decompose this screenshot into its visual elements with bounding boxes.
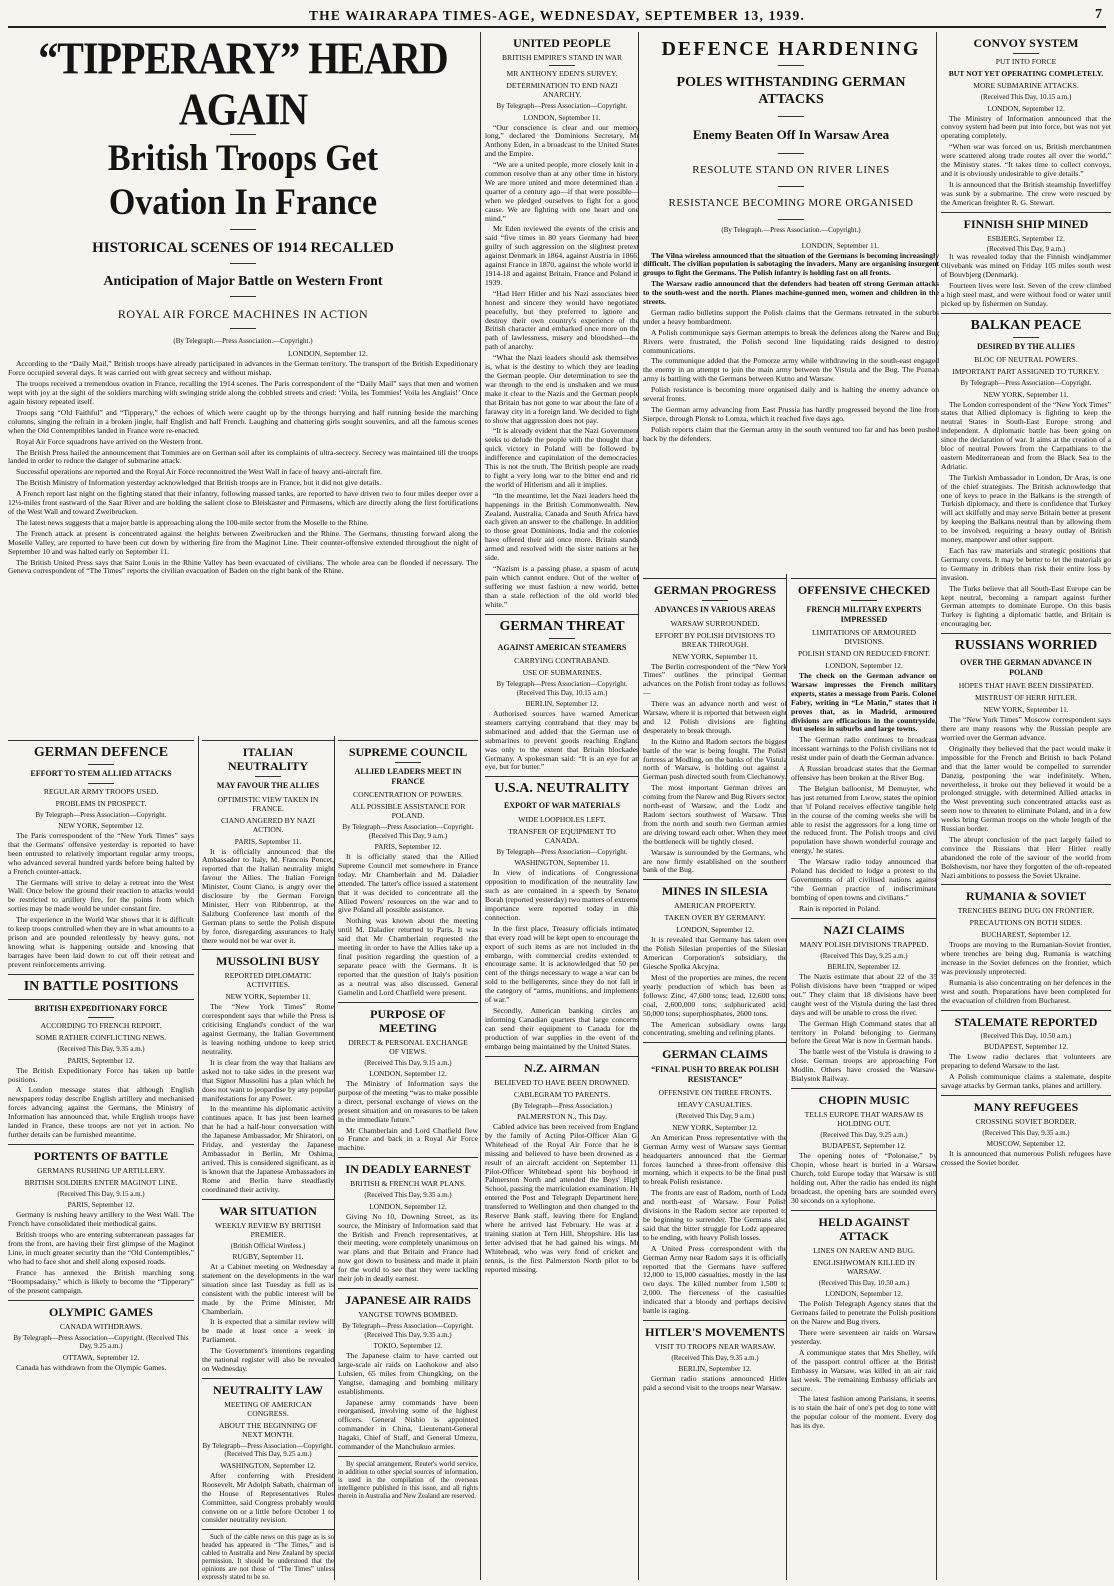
masthead-title: THE WAIRARAPA TIMES-AGE, WEDNESDAY, SEPTEMBER 13, 1939. <box>308 8 806 23</box>
supreme-dateline: PARIS, September 12. <box>374 842 442 851</box>
offensive-headline: OFFENSIVE CHECKED <box>797 583 931 597</box>
nz-airman-byline: (By Telegraph—Press Association.) <box>511 1101 613 1110</box>
neutrality-law-headline: NEUTRALITY LAW <box>213 1382 323 1397</box>
balkan-paragraph: The London correspondent of the “New York Times” states that Allied diplomacy is fighting to keep the neutral States in South-East Europe strong and independent. A diplomatic battle has been going on since the declaration of war. It aims at the creation of a bloc of neutral Powers from the Carpathians to the eastern Mediterranean and from the Black Sea to the Adriatic. <box>941 399 1111 471</box>
balkan-paragraph: Each has raw materials and strategic positions that Germany covets. It may be better to let the materials go to Germany in driblets than risk their entire loss by invasion. <box>941 546 1111 582</box>
page-number: 7 <box>1095 7 1102 22</box>
held-byline: (Received This Day, 10.50 a.m.) <box>818 1278 910 1287</box>
mines-paragraph: It is revealed that Germany has taken over the Polish Silesian properties of the Silesian American Corporation's subsidiary, the Giesche Spolka Akcyjna. <box>643 935 787 972</box>
german-threat-byline: By Telegraph—Press Association—Copyright. (Received This Day, 10.15 a.m.) <box>496 680 628 697</box>
usa-dateline: WASHINGTON, September 11. <box>514 858 610 868</box>
japanese-paragraph: Japanese army commands have been reorganised, involving some of the highest officers. General Nishio is appointed commander in China, Lieutenant-General Itagaki, Chief of Staff, and General Umezu, commander of the Manchukuo armies. <box>338 1397 478 1452</box>
defence-sub: POLES WITHSTANDING GERMAN ATTACKS <box>676 75 906 107</box>
rumania-paragraph: Troops are moving to the Rumanian-Soviet frontier, where trenches are being dug. Rumania is watching increase in the Soviet defences on the frontier, which was previously unprotected. <box>941 940 1111 977</box>
portents-sub: BRITISH SOLDIERS ENTER MAGINOT LINE. <box>24 1177 178 1187</box>
convoy-dateline: LONDON, September 12. <box>987 103 1065 113</box>
usa-paragraph: Secondly, American banking circles are informing Canadian quarters that large concerns can send their equipment to Canada for the production of war supplies in the event of the embargo being maintained by the United States. <box>485 1005 639 1051</box>
purpose-byline: (Received This Day, 9.15 a.m.) <box>364 1058 452 1067</box>
convoy-sub: PUT INTO FORCE <box>995 57 1057 66</box>
balkan-sub: DESIRED BY THE ALLIES <box>976 341 1076 351</box>
japanese-dateline: TOKIO, September 12. <box>373 1341 443 1350</box>
defence-paragraph: German radio bulletins support the Polish claims that the Germans retreated in the suburbs under a heavy bombardment. <box>643 307 939 326</box>
convoy-paragraph: “When war was forced on us, British merchantmen were scattered along trade routes all over the world,” the Ministry states. “It takes time to collect convoys, and it is obviously undesirable to give details.” <box>941 142 1111 178</box>
defence-paragraph: Polish resistance is becoming more organised daily and is halting the enemy advance on several fronts. <box>643 385 939 404</box>
balkan-paragraph: The Turkish Ambassador in London, Dr Aras, is one of the chief strategists. The British acknowledge that one of keys to peace in the Balkans is the strength of Turkish diplomacy, and there is confidence that Turkey will act skilfully and may serve Britain better at present by keeping the Balkans neutral than by allowing them to be involved, requiring a heavy outlay of British money, manpower and other support. <box>941 472 1111 545</box>
german-claims-paragraph: A United Press correspondent with the German Army near Radom says it is officially reported that the Germans have suffered 12,000 to 15,000 casualties, mostly in the last two days. The killed number from 1,500 to 2,000. The fierceness of the casualties indicated that a bloody and perhaps decisive battle is raging. <box>643 1243 787 1316</box>
held-paragraph: There were seventeen air raids on Warsaw yesterday. <box>791 1328 937 1346</box>
olympic-sub: CANADA WITHDRAWS. <box>59 1321 143 1331</box>
offensive-paragraph: The German radio continues to broadcast incessant warnings to the Polish civilians not to resist under pain of death the German advance. <box>791 735 937 763</box>
refugees-dateline: MOSCOW, September 12. <box>986 1139 1066 1149</box>
column-defence-hardening <box>638 32 939 572</box>
deadly-byline: (Received This Day, 9.35 a.m.) <box>364 1191 452 1200</box>
united-people-paragraph: “Our conscience is clear and our memory long,” declared the Dominions Secretary, Mr Anthony Eden, in a broadcast to the United States and the Empire. <box>485 122 639 159</box>
defence-sub: Enemy Beaten Off In Warsaw Area <box>692 127 890 142</box>
column-german-progress <box>638 574 787 1580</box>
german-defence-sub: PROBLEMS IN PROSPECT. <box>55 798 147 808</box>
mussolini-paragraph: It is clear from the way that Italians are asked not to take sides in the present war that Signor Mussolini has a plan which he does not want to jeopardise by any popular manifestations for any Power. <box>202 1057 334 1103</box>
offensive-dateline: LONDON, September 12. <box>825 661 903 670</box>
supreme-paragraph: Nothing was known about the meeting until M. Daladier returned to Paris. It was said that Mr Chamberlain requested the meeting in order to have the Allies take up a final position regarding the question of a separate peace with the Germans. It is reported that the question of Italy's position as a neutral was also discussed. General Gamelin and Lord Chatfield were present. <box>338 916 478 997</box>
nazi-claims-sub: MANY POLISH DIVISIONS TRAPPED. <box>799 939 929 949</box>
german-progress-paragraph: There was an advance north and west of Warsaw, where it is reported that between eight and 12 Polish divisions are fighting desperately to break through. <box>643 699 787 735</box>
purpose-paragraph: Mr Chamberlain and Lord Chatfield flew to France and back in a Royal Air Force machine. <box>338 1125 478 1153</box>
chopin-byline: (Received This Day, 9.25 a.m.) <box>820 1130 908 1139</box>
battle-positions-sub: BRITISH EXPEDITIONARY FORCE <box>34 1003 168 1013</box>
balkan-headline: BALKAN PEACE <box>970 317 1082 333</box>
italian-sub: MAY FAVOUR THE ALLIES <box>216 781 320 790</box>
neutrality-law-sub: MEETING OF AMERICAN CONGRESS. <box>224 1399 312 1418</box>
stalemate-dateline: BUDAPEST, September 12. <box>983 1042 1069 1052</box>
stalemate-paragraph: The Lwow radio declares that volunteers are preparing to defend Warsaw to the last. <box>941 1052 1111 1071</box>
usa-paragraph: In the first place, Treasury officials intimated that every road will be kept open to encourage the export of such items as are not included in the embargo, with commercial credits extended to encourage same. It is acknowledged that 50 per cent of the things necessary to wage a war can be sold to the belligerents, since they do not fall in the category of “arms, munitions, and implements of war.” <box>485 923 639 1005</box>
mines-headline: MINES IN SILESIA <box>661 884 769 899</box>
usa-paragraph: In view of indications of Congressional opposition to modification of the neutrality law, such as are contained in a speech by Senator Borah (reported yesterday) two matters of extreme importance were reported today in this connection. <box>485 868 639 922</box>
mines-paragraph: The American subsidiary owns large concentrating, smelting and refining plants. <box>643 1019 787 1038</box>
united-people-paragraph: “In the meantime, let the Nazi leaders heed the happenings in the British Commonwealth. New Zealand, Australia, Canada and South Africa have each given an answer to the challenge. In addition to those great Dominions, India and the colonies have offered their aid once more. Britain stands armed and resolved with the sister nations at her side. <box>485 490 639 563</box>
rumania-sub: PRECAUTIONS ON BOTH SIDES. <box>969 918 1083 928</box>
battle-positions-byline: (Received This Day, 9.35 a.m.) <box>57 1045 145 1054</box>
rumania-paragraph: Rumania is also concentrating on her defences in the west and south. Preparations have been completed for the evacuation of children from Bucharest. <box>941 978 1111 1005</box>
defence-sub: RESOLUTE STAND ON RIVER LINES <box>692 164 890 176</box>
hitler-sub: VISIT TO TROOPS NEAR WARSAW. <box>654 1341 776 1351</box>
nazi-claims-byline: (Received This Day, 9.25 a.m.) <box>820 951 908 960</box>
war-situation-paragraph: The Government's intentions regarding the national register will also be revealed on Wednesday. <box>202 1346 334 1373</box>
german-progress-sub: ADVANCES IN VARIOUS AREAS <box>654 605 776 614</box>
lead-paragraph: According to the “Daily Mail,” British troops have already participated in advances in the German territory. The transport of the British Expeditionary Force occupied several days. It was carried out with great secrecy and without mishap. <box>8 359 478 378</box>
held-headline: HELD AGAINST ATTACK <box>818 1214 910 1243</box>
lead-paragraph: A French report last night on the fighting stated that their infantry, following massed tanks, are reported to have driven two to four miles deeper over a 12½-miles front eastward of the Saar River and are holding the salient close to Bleiskaster and Pirmasens, which are directly along the first fortifications of the West Wall and toward Zweibrucken. <box>8 489 478 516</box>
offensive-paragraph: The check on the German advance on Warsaw impresses the French military experts, states a message from Paris. Colonel Fabry, writing in “Le Matin,” states that it proves that, as in Madrid, armoured divisions are efficacious in the countryside, but useless in suburbs and large towns. <box>791 671 937 734</box>
united-people-paragraph: “It is already evident that the Nazi Government seeks to delude the people with the thought that a quick victory in Poland will be followed by indifference and capitulation of the democracies. This is not the truth. The British people are ready to fight a very long war to the bitter end and rid the world of Hitlerism and all it implies. <box>485 426 639 489</box>
chopin-dateline: BUDAPEST, September 12. <box>821 1141 907 1151</box>
lead-byline: (By Telegraph.—Press Association.—Copyright.) <box>173 337 313 345</box>
german-claims-sub: HEAVY CASUALTIES. <box>677 1100 753 1110</box>
lead-deck-3: ROYAL AIR FORCE MACHINES IN ACTION <box>117 307 369 321</box>
italian-sub: CIANO ANGERED BY NAZI ACTION. <box>220 815 315 834</box>
german-progress-dateline: NEW YORK, September 11. <box>672 651 758 661</box>
defence-paragraph: The communique added that the Pomorze army while withdrawing in the south-east engaged the enemy in an attempt to join the main army between the Vistula and the Bug. The Poznan army is battling with the Germans between Kutno and Warsaw. <box>643 356 939 384</box>
russians-dateline: NEW YORK, September 11. <box>983 705 1069 715</box>
war-situation-byline: (British Official Wireless.) <box>230 1241 306 1250</box>
german-defence-paragraph: The experience in the World War shows that it is difficult to keep troops controlled when they are in what amounts to a prison and are pounded relentlessly by heavy guns, not knowing what is happening outside and knowing that barrages have been laid down to cut off their retreat and prevent reinforcements arriving. <box>8 915 194 969</box>
lead-paragraph: Troops sang “Old Faithful” and “Tipperary,” the echoes of which were caught up by the throngs hurrying and half running beside the marching columns, singing the refrain in a broken jingle, half English and half French. Laughing and chattering girls sought souvenirs, and all the famous scenes when the Old Contemptibles landed in France were re-enacted. <box>8 407 478 435</box>
german-progress-paragraph: The most important German drives are coming from the Narew and Bug Rivers sector, north-east of Warsaw, and the Lodz and Radom sectors southwest of Warsaw. Thus from the north and south two German armies are driving toward each other. When they meet the bottleneck will be tightly closed. <box>643 783 787 846</box>
finnish-paragraph: It was revealed today that the Finnish windjammer Olivebank was mined on Friday 105 miles south west of Bouvbjerg (Denmark). <box>941 252 1111 279</box>
war-situation-sub: WEEKLY REVIEW BY BRITISH PREMIER. <box>215 1220 321 1239</box>
finnish-byline: (Received This Day, 9 a.m.) <box>986 244 1066 253</box>
held-dateline: LONDON, September 12. <box>825 1289 903 1299</box>
balkan-byline: By Telegraph—Press Association—Copyright. <box>960 379 1092 387</box>
portents-paragraph: Germany is rushing heavy artillery to the West Wall. The French have consolidated their methodical gains. <box>8 1210 194 1229</box>
united-people-paragraph: “Had Herr Hitler and his Nazi associates been honest and sincere they would have negotiated peacefully, but they preferred to ignore and destroy their own country's experience of the British character and embarked once more on the path of lawlessness, misery and bloodshed—the path of anarchy. <box>485 288 639 352</box>
japanese-headline: JAPANESE AIR RAIDS <box>345 1293 471 1307</box>
mines-dateline: LONDON, September 12. <box>676 925 754 935</box>
held-paragraph: The Polish Telegraph Agency states that the Germans failed to penetrate the Polish positions on the Narew and Bug rivers. <box>791 1299 937 1327</box>
russians-sub: HOPES THAT HAVE BEEN DISSIPATED. <box>958 681 1094 691</box>
russians-paragraph: Originally they believed that the pact would make it impossible for the French and British to back Poland and that the latter would be compelled to surrender Danzig, postponing the war indefinitely. When, nevertheless, it broke out they believed it would be a prolonged struggle, with determined Allied attacks in the West preventing such concentrated attacks east as seem now to threaten to eliminate Poland, and in a few weeks bring German troops on the whole length of the Russian border. <box>941 743 1111 834</box>
column-united-people <box>480 32 639 1580</box>
held-sub: ENGLISHWOMAN KILLED IN WARSAW. <box>812 1257 916 1276</box>
refugees-paragraph: It is announced that numerous Polish refugees have crossed the Soviet border. <box>941 1149 1111 1168</box>
offensive-paragraph: The Warsaw radio today announced that Poland has decided to lodge a protest to the Governments of all civilised nations against “the German practice of indiscriminate bombing of open towns and civilians.” <box>791 857 937 902</box>
deadly-headline: IN DEADLY EARNEST <box>345 1162 471 1177</box>
balkan-paragraph: The Turks believe that all South-East Europe can be kept neutral, becoming a rampart against further German attempts to dominate Europe. On this basis Turkey is fighting a diplomatic battle, and Britain is encouraging her. <box>941 583 1111 629</box>
finnish-paragraph: Fourteen lives were lost. Seven of the crew climbed a high steel mast, and were without food or water until picked up by fishermen on Sunday. <box>941 280 1111 308</box>
portents-sub: GERMANS RUSHING UP ARTILLERY. <box>37 1165 165 1175</box>
held-paragraph: The latest fashion among Parisians, it seems, is to stain the hair of one's pet dog to tone with the popular colour of the moment. Every dog has its dye. <box>791 1394 937 1431</box>
lead-headline: “TIPPERARY” HEARD AGAIN <box>38 32 448 135</box>
german-progress-paragraph: The Berlin correspondent of the “New York Times” outlines the principal German advances on the Polish front today as follows:— <box>643 661 787 698</box>
chopin-paragraph: The opening notes of “Polonaise,” by Chopin, whose heart is buried in a Warsaw Church, told Europe today that Warsaw is still holding out. After the radio has ended its night broadcast, the opening bars are sounded every 30 seconds on a xylophone. <box>791 1151 937 1205</box>
hitler-byline: (Received This Day, 9.35 a.m.) <box>671 1353 759 1362</box>
deadly-sub: BRITISH & FRENCH WAR PLANS. <box>350 1179 466 1189</box>
stalemate-headline: STALEMATE REPORTED <box>954 1014 1098 1029</box>
olympic-byline: By Telegraph—Press Association—Copyright. (Received This Day, 9.25 a.m.) <box>13 1333 189 1350</box>
defence-headline: DEFENCE HARDENING <box>661 38 921 60</box>
portents-dateline: PARIS, September 12. <box>67 1200 135 1210</box>
war-situation-paragraph: It is expected that a similar review will be made at least once a week in Parliament. <box>202 1317 334 1345</box>
lead-story <box>8 32 478 732</box>
united-people-sub: DETERMINATION TO END NAZI ANARCHY. <box>506 81 618 99</box>
german-defence-sub: REGULAR ARMY TROOPS USED. <box>43 786 159 796</box>
column-convoy <box>936 32 1111 1580</box>
defence-paragraph: The German army advancing from East Prussia has hardly progressed beyond the line from Sierpce, through Plonsk to Lomza, which it reached five days ago. <box>643 405 939 423</box>
purpose-sub: DIRECT & PERSONAL EXCHANGE OF VIEWS. <box>348 1037 468 1056</box>
battle-positions-sub: ACCORDING TO FRENCH REPORT. <box>40 1021 162 1031</box>
rumania-sub: TRENCHES BEING DUG ON FRONTIER. <box>957 906 1095 916</box>
mines-paragraph: Most of the properties are mines, the recent yearly production of which has been as follows: Zinc, 47,600 tons; lead, 12,600 tons; coal, 2,600,000 tons; sulphuricated acid, 50,000 tons; superphosphates, 2600 tons. <box>643 972 787 1018</box>
portents-headline: PORTENTS OF BATTLE <box>33 1148 169 1163</box>
german-progress-headline: GERMAN PROGRESS <box>653 583 777 597</box>
lead-dateline: LONDON, September 12. <box>288 348 368 358</box>
portents-paragraph: British troops who are entering subterranean passages far from the front, are having their first glimpse of the Maginot Line, in much greater security than the “Old Contemptibles,” who had to face shot and shell along exposed roads. <box>8 1230 194 1266</box>
german-progress-paragraph: Warsaw is surrounded by the Germans, who are now firmly established on the southern bank of the Bug. <box>643 847 787 875</box>
lead-paragraph: The French attack at present is concentrated against the heights between Zweibrucken and the Rhine. The Germans, thrusting forward along the Moselle Valley, are reported to have been cut down by withering fire from the Maginot Line. Their counter-offensive extended throughout the night of September 10 and was halted early on September 11. <box>8 528 478 556</box>
column-offensive-checked <box>786 574 937 1580</box>
japanese-paragraph: The Japanese claim to have carried out large-scale air raids on Laohokow and also Luhsien, 65 miles from Chungking, on the Yangtse, damaging and bombing military establishments. <box>338 1351 478 1396</box>
mussolini-paragraph: The “New York Times” Rome correspondent says that while the Press is criticising England's conduct of the war against Germany, the Italian Government is leaving nothing undone to keep strict neutrality. <box>202 1002 334 1056</box>
defence-byline: (By Telegraph.—Press Association.—Copyright.) <box>721 226 861 234</box>
german-defence-headline: GERMAN DEFENCE <box>33 745 169 760</box>
refugees-headline: MANY REFUGEES <box>973 1099 1079 1114</box>
balkan-sub: BLOC OF NEUTRAL POWERS. <box>974 355 1078 364</box>
mussolini-headline: MUSSOLINI BUSY <box>216 954 320 969</box>
lead-deck-1: HISTORICAL SCENES OF 1914 RECALLED <box>92 240 394 256</box>
stalemate-byline: (Received This Day, 10.50 a.m.) <box>980 1031 1072 1040</box>
lead-paragraph: The British United Press says that Saint Louis in the Rhine Valley has been evacuated of civilians. The whole area can be flooded if necessary. The Geneva correspondent of “The Times” reports the civilian evacuation of Baden on the right bank of the Rhine. <box>8 557 478 576</box>
finnish-dateline: ESBJERG, September 12. <box>987 233 1065 243</box>
supreme-paragraph: It is officially stated that the Allied Supreme Council met somewhere in France today. Mr Chamberlain and M. Daladier attended. The latter's office issued a statement that it was decided to concentrate all the Allied Powers' resources on the war and to give Poland all possible assistance. <box>338 852 478 915</box>
supreme-byline: By Telegraph—Press Association—Copyright. (Received This Day, 9 a.m.) <box>342 823 474 840</box>
defence-paragraph: A Polish communique says German attempts to break the defences along the Narew and Bug Rivers were frustrated, the Polish second line liquidating raids designed to destroy communications. <box>643 327 939 355</box>
german-claims-paragraph: An American Press representative with the German Army west of Warsaw says German headquarters announced that the German forces launched a three-front offensive this morning, which it expects to be the final push to break Polish resistance. <box>643 1132 787 1187</box>
russians-headline: RUSSIANS WORRIED <box>954 638 1098 654</box>
neutrality-law-byline: By Telegraph—Press Association—Copyright. (Received This Day, 9.25 a.m.) <box>202 1441 334 1459</box>
lead-paragraph: The British Ministry of Information yesterday acknowledged that British troops are in France, but it did not give details. <box>16 478 382 488</box>
usa-headline: U.S.A. NEUTRALITY <box>494 781 630 797</box>
defence-paragraph: The Vilna wireless announced that the situation of the Germans is becoming increasingly difficult. The civilian population is sabotaging the invaders. Many are organising insurgent groups to fight the Germans. The Polish infantry is holding fast on all fronts. <box>643 250 939 278</box>
battle-positions-paragraph: A London message states that although English newspapers today describe English artillery and mechanised forces advancing against the Germans, the Ministry of Information has announced that, while English troops have landed in France, these troops are not yet in action. No further details can be furnished meantime. <box>8 1085 194 1139</box>
united-people-sub: BRITISH EMPIRE'S STAND IN WAR <box>501 53 623 62</box>
usa-sub: WIDE LOOPHOLES LEFT. <box>518 814 606 824</box>
usa-sub: TRANSFER OF EQUIPMENT TO CANADA. <box>508 826 616 845</box>
german-claims-sub: OFFENSIVE ON THREE FRONTS. <box>658 1088 772 1098</box>
column-supreme <box>334 736 478 1580</box>
purpose-headline: PURPOSE OF MEETING <box>370 1006 446 1035</box>
battle-positions-sub: SOME RATHER CONFLICTING NEWS. <box>35 1033 167 1043</box>
offensive-paragraph: Rain is reported in Poland. <box>799 903 881 913</box>
held-sub: LINES ON NAREW AND BUG. <box>813 1245 915 1255</box>
offensive-sub: POLISH STAND ON REDUCED FRONT. <box>798 649 930 658</box>
german-claims-byline: (Received This Day, 9 a.m.) <box>675 1112 755 1121</box>
rumania-headline: RUMANIA & SOVIET <box>965 889 1086 904</box>
convoy-paragraph: The Ministry of Information announced that the convoy system had been put into force, but was not yet operating completely. <box>941 113 1111 141</box>
battle-positions-headline: IN BATTLE POSITIONS <box>23 978 179 994</box>
russians-paragraph: The abrupt conclusion of the pact largely failed to convince the Russians that Herr Hitler really abandoned the role of the saviour of the world from Bolshevism, nor have they forgotten of the oft-repeated Nazi ambitions to possess the Soviet Ukraine. <box>941 834 1111 880</box>
nz-airman-sub: CABLEGRAM TO PARENTS. <box>513 1089 611 1099</box>
supreme-sub: CONCENTRATION OF POWERS. <box>353 790 463 799</box>
cable-note: Such of the cable news on this page as is so headed has appeared in “The Times,” and is cabled to Australia and New Zealand by special permission. It should be understood that the opinions are not those of “The Times” unless expressly stated to be so. <box>202 1534 334 1580</box>
german-defence-paragraph: The Germans will strive to delay a retreat into the West Wall. Once below the ground their reaction to attacks would be restricted to artillery fire, for the points from which sorties may be made would be under constant fire. <box>8 877 194 914</box>
nz-airman-headline: N.Z. AIRMAN <box>524 1060 600 1075</box>
united-people-sub: MR ANTHONY EDEN'S SURVEY. <box>506 69 618 78</box>
balkan-sub: IMPORTANT PART ASSIGNED TO TURKEY. <box>952 367 1100 376</box>
convoy-headline: CONVOY SYSTEM <box>973 36 1079 50</box>
german-progress-sub: WARSAW SURROUNDED. <box>670 618 760 628</box>
german-defence-byline: By Telegraph—Press Association—Copyright. <box>35 810 167 819</box>
reuter-note: By special arrangement, Reuter's world service, in addition to other special sources of information, is used in the compilation of the overseas intelligence published in this issue, and all rights therein in Australia and New Zealand are reserved. <box>338 1460 478 1500</box>
chopin-headline: CHOPIN MUSIC <box>818 1092 910 1107</box>
lead-paragraph: The British Press hailed the announcement that Tommies are on German soil after its complaints of ultra-secrecy. Secrecy was maintained till the troops landed in order to reduce the danger of submarine attack. <box>8 447 478 466</box>
united-people-headline: UNITED PEOPLE <box>513 36 611 50</box>
battle-positions-paragraph: The British Expeditionary Force has taken up battle positions. <box>8 1065 194 1084</box>
defence-paragraph: Polish reports claim that the German army in the south ventured too far and has been pushed back by the defenders. <box>643 424 939 443</box>
italian-headline: ITALIAN NEUTRALITY <box>227 745 308 773</box>
defence-paragraph: The Warsaw radio announced that the defenders had beaten off strong German attacks to the south-west and the north. Planes machine-gunned men, women and children in the streets. <box>643 279 939 307</box>
lead-paragraph: Successful operations are reported and the Royal Air Force reconnoitred the West Wall in face of heavy anti-aircraft fire. <box>16 467 383 477</box>
german-threat-sub: AGAINST AMERICAN STEAMERS <box>497 642 627 652</box>
lead-paragraph: The troops received a tremendous ovation in France, recalling the 1914 scenes. The Paris correspondent of the “Daily Mail” says that men and women wept with joy at the sight of the soldiers marching with swinging stride along the cobbled streets and cried: ‘Voila, les Tommies! Voila les Anglais!’ Once again history repeated itself. <box>8 379 478 407</box>
supreme-sub: ALLIED LEADERS MEET IN FRANCE <box>354 767 462 786</box>
column-german-defence <box>8 736 194 1580</box>
deadly-dateline: LONDON, September 12. <box>369 1201 447 1211</box>
united-people-paragraph: “We are a united people, more closely knit in a common resolve than at any other time in history. We are more united and more determined than a quarter of a century ago—if that were possible—when we pledged ourselves to fight for a good cause. We are fighting with one heart and one mind.” <box>485 160 639 223</box>
german-threat-dateline: BERLIN, September 12. <box>525 699 599 709</box>
masthead <box>8 4 1106 28</box>
nz-airman-dateline: PALMERSTON N., This Day. <box>517 1112 607 1121</box>
stalemate-paragraph: A Polish communique claims a stalemate, despite savage attacks by German tanks, planes and artillery. <box>941 1072 1111 1091</box>
olympic-paragraph: Canada has withdrawn from the Olympic Games. <box>16 1362 167 1372</box>
balkan-dateline: NEW YORK, September 11. <box>983 389 1069 399</box>
refugees-byline: (Received This Day, 9.35 a.m.) <box>982 1128 1070 1137</box>
hitler-paragraph: German radio stations announced Hitler paid a second visit to the troops near Warsaw. <box>643 1374 787 1393</box>
refugees-sub: CROSSING SOVIET BORDER. <box>975 1116 1077 1126</box>
russians-sub: OVER THE GERMAN ADVANCE IN POLAND <box>960 658 1092 677</box>
mines-sub: TAKEN OVER BY GERMANY. <box>664 913 766 923</box>
hitler-headline: HITLER'S MOVEMENTS <box>645 1324 785 1339</box>
german-threat-sub: USE OF SUBMARINES. <box>522 668 602 678</box>
convoy-sub: BUT NOT YET OPERATING COMPLETELY. <box>948 69 1104 78</box>
supreme-headline: SUPREME COUNCIL <box>348 745 468 759</box>
convoy-byline: (Received This Day, 10.15 a.m.) <box>980 93 1072 101</box>
olympic-headline: OLYMPIC GAMES <box>49 1304 153 1319</box>
purpose-dateline: LONDON, September 12. <box>369 1069 447 1078</box>
united-people-paragraph: “What the Nazi leaders should ask themselves is, what is the destiny to which they are leading the German people. Our determination to see the war through to the end is unshaken and we must make it clear to the Nazis and the German people that Britain has not gone to war about the fate of a faraway city in a foreign land. We decided to fight to show that aggression does not pay. <box>485 353 639 425</box>
lead-paragraph: The latest news suggests that a major battle is approaching along the 100-mile sector from the Moselle to the Rhine. <box>16 517 369 527</box>
nazi-claims-paragraph: The Nazis estimate that about 22 of the 35 Polish divisions have been “trapped or wiped out.” They claim that 18 divisions have been caught west of the Vistula during the last three days and will be unable to cross the river. <box>791 972 937 1017</box>
offensive-paragraph: A Russian broadcast states that the German offensive has been broken at the River Bug. <box>791 764 937 782</box>
russians-sub: MISTRUST OF HERR HITLER. <box>975 693 1077 703</box>
held-paragraph: A communique states that Mrs Shelley, wife of the passport control officer at the British Embassy in Warsaw, was killed in an air raid last week. The remaining Embassy officials are secure. <box>791 1347 937 1393</box>
chopin-sub: TELLS EUROPE THAT WARSAW IS HOLDING OUT. <box>804 1109 924 1128</box>
mines-sub: AMERICAN PROPERTY. <box>674 901 756 911</box>
mussolini-dateline: NEW YORK, September 11. <box>225 992 311 1002</box>
hitler-dateline: BERLIN, September 12. <box>678 1364 752 1374</box>
convoy-paragraph: It is announced that the British steamship Inverliffey was sunk by a submarine. The crew were rescued by the American freighter R. G. Stewart. <box>941 179 1111 207</box>
german-threat-headline: GERMAN THREAT <box>499 618 625 634</box>
finnish-headline: FINNISH SHIP MINED <box>963 216 1089 231</box>
war-situation-dateline: RUGBY, September 11. <box>232 1252 304 1261</box>
nz-airman-paragraph: Cabled advice has been received from England by the family of Acting Pilot-Officer Alan G. Whitehead of the Royal Air Force that he is missing and believed to have been drowned as a result of an aircraft accident on September 11. Pilot-Officer Whitehead spent his boyhood in Palmerston North and attended the Boys' High School, passing the matriculation examination. He entered the Post and Telegraph Department here, transferred to Wellington and then changed to the Reserve Bank staff, leaving there for England, where he arrived last February. He was at a training station at Tern Hill, Shropshire. His last letter advised that he had gained his wings. Mr Whitehead, who was very fond of cricket and tennis, is the first Palmerston North pilot to be reported missing. <box>485 1122 639 1274</box>
nazi-claims-headline: NAZI CLAIMS <box>823 922 905 937</box>
rumania-dateline: BUCHAREST, September 12. <box>981 930 1071 940</box>
battle-positions-dateline: PARIS, September 12. <box>67 1055 135 1065</box>
german-threat-paragraph: Authorised sources have warned American steamers carrying contraband that they may be submarined and added that the German use of submarines to prevent goods reaching England was only to the extent that Britain blockades Germany. A spokesman said: “It is an eye for an eye, but for butter.” <box>485 709 639 772</box>
mussolini-sub: REPORTED DIPLOMATIC ACTIVITIES. <box>224 971 312 990</box>
italian-sub: OPTIMISTIC VIEW TAKEN IN FRANCE. <box>217 794 319 813</box>
italian-dateline: PARIS, September 11. <box>234 836 302 846</box>
column-italian <box>198 736 334 1580</box>
german-threat-sub: CARRYING CONTRABAND. <box>514 656 610 666</box>
usa-byline: By Telegraph—Press Association—Copyright. <box>496 847 628 856</box>
portents-byline: (Received This Day, 9.15 a.m.) <box>57 1189 145 1198</box>
war-situation-headline: WAR SITUATION <box>219 1203 317 1218</box>
offensive-sub: LIMITATIONS OF ARMOURED DIVISIONS. <box>811 628 917 646</box>
purpose-paragraph: The Ministry of Information says the purpose of the meeting “was to make possible a direct, personal exchange of views on the present situation and on measures to be taken in the immediate future.” <box>338 1079 478 1124</box>
neutrality-law-sub: ABOUT THE BEGINNING OF NEXT MONTH. <box>218 1420 318 1439</box>
nazi-claims-paragraph: The battle west of the Vistula is drawing to a close. German troops are approaching Fort Modlin. Others have crossed the Warsaw-Bialystok Railway. <box>791 1047 937 1084</box>
convoy-sub: MORE SUBMARINE ATTACKS. <box>973 81 1079 90</box>
usa-sub: EXPORT OF WAR MATERIALS <box>503 801 621 811</box>
lead-subhead: British Troops Get Ovation In France <box>107 138 379 223</box>
italian-paragraph: It is officially announced that the Ambassador to Italy, M. Francois Poncet, reported that the Italian neutrality might favour the Allies. The Italian Foreign Minister, Count Ciano, is angry over the disclosure by the German Foreign Minister, Herr von Ribbentrop, at the Salzburg Conference last month of the German plans to settle the Polish dispute by force, disregarding assurances to Italy there would not be war over it. <box>202 846 334 945</box>
german-defence-paragraph: The Paris correspondent of the “New York Times” says that the Germans' offensive yesterday is reported to have been entrusted to relatively important regular army troops, who advanced several hundred yards before being halted by a French counter-attack. <box>8 831 194 876</box>
german-claims-paragraph: The fronts are east of Radom, north of Lodz and north-east of Warsaw. Four Polish divisions in the Radom sector are reported to be beginning to surrender. The Germans also said that the bitter struggle for Lodz appeared to be ending, with heavy Polish losses. <box>643 1188 787 1242</box>
german-claims-dateline: NEW YORK, September 12. <box>672 1122 758 1132</box>
offensive-sub: FRENCH MILITARY EXPERTS IMPRESSED <box>806 605 922 624</box>
german-progress-paragraph: In the Kutno and Radom sectors the biggest battle of the war is being fought. The Polish fortress at Modling, on the banks of the Vistula north of Warsaw, is holding out against a German push directed south from Ciechanowy. <box>643 736 787 782</box>
neutrality-law-dateline: WASHINGTON, September 12. <box>220 1460 316 1470</box>
united-people-paragraph: “Nazism is a passing phase, a spasm of acute pain which cannot endure. Out of the welter of suffering we must fashion a new world, better than a stale reflection of the old world bled white.” <box>485 564 639 609</box>
japanese-byline: By Telegraph—Press Association—Copyright. (Received This Day, 9.35 a.m.) <box>342 1322 474 1339</box>
mussolini-paragraph: In the meantime his diplomatic activity continues apace. It has just been learned that he had a half-hour conversation with the Japanese Ambassador, Mr Shiratori, on Friday, and yesterday the Japanese Ambassador in Berlin, Mr Oshima, arrived. This is considered significant, as it is known that the Japanese Ambassadors in Rome and Berlin have steadfastly coordinated their activity. <box>202 1104 334 1194</box>
nazi-claims-paragraph: The German High Command states that all territory in Poland belonging to Germany before the Great War is now in German hands. <box>791 1018 937 1046</box>
russians-paragraph: The “New York Times” Moscow correspondent says there are many reasons why the Russian people are worried over the German advance. <box>941 715 1111 742</box>
united-people-byline: By Telegraph—Press Association—Copyright. <box>496 102 628 110</box>
nz-airman-sub: BELIEVED TO HAVE BEEN DROWNED. <box>494 1077 630 1087</box>
german-progress-sub: EFFORT BY POLISH DIVISIONS TO BREAK THROUGH. <box>655 630 775 649</box>
german-defence-dateline: NEW YORK, September 12. <box>58 821 144 830</box>
german-defence-sub: EFFORT TO STEM ALLIED ATTACKS <box>30 769 172 778</box>
portents-paragraph: France has annexed the British marching song “Boompsadaisy,” which is likely to become the “Tipperary” of the present campaign. <box>8 1267 194 1295</box>
united-people-paragraph: Mr Eden reviewed the events of the crisis and said “five times in 80 years Germany had been guilty of such aggression on the slightest pretext against Denmark in 1864, against Austria in 1866, against France in 1870, against the whole world in 1914-18 and against Britain, France and Poland in 1939. <box>485 224 639 287</box>
lead-paragraph: Royal Air Force squadrons have arrived on the Western front. <box>16 436 203 446</box>
supreme-sub: ALL POSSIBLE ASSISTANCE FOR POLAND. <box>350 802 466 820</box>
united-people-dateline: LONDON, September 11. <box>523 112 601 122</box>
offensive-paragraph: The Belgian balloonist, M Demuyter, who has just returned from Lwow, states the opinion that 'if Poland receives effective tangible help in the course of the coming weeks she will be able to resist the aggressors for a long time on the reduced front. The Polish troops and civil population have shown wonderful courage and energy,' he states. <box>791 783 937 856</box>
war-situation-paragraph: At a Cabinet meeting on Wednesday a statement on the developments in the war situation since last Tuesday as full as is consistent with the public interest will be made by the Prime Minister, Mr Chamberlain. <box>202 1262 334 1316</box>
japanese-sub: YANGTSE TOWNS BOMBED. <box>358 1310 458 1319</box>
deadly-paragraph: Giving No 10, Downing Street, as its source, the Ministry of Information said that the British and French representatives, at their meeting, were completely unanimous on war plans and that Britain and France had now got down to business and made it plain for the world to see that they were tackling their job in deadly earnest. <box>338 1211 478 1284</box>
defence-dateline: LONDON, September 11. <box>801 240 879 250</box>
nazi-claims-dateline: BERLIN, September 12. <box>827 962 901 972</box>
neutrality-law-paragraph: After conferring with President Roosevelt, Mr Adolph Sabath, chairman of the House of Representatives Rules Committee, said Congress probably would convene on or a little before October 1 to consider neutrality revision. <box>202 1470 334 1525</box>
german-claims-headline: GERMAN CLAIMS <box>662 1047 768 1062</box>
lead-deck-2: Anticipation of Major Battle on Western Front <box>103 274 383 289</box>
german-claims-sub: “FINAL PUSH TO BREAK POLISH RESISTANCE” <box>651 1065 779 1084</box>
olympic-dateline: OTTAWA, September 12. <box>62 1352 140 1362</box>
defence-sub: RESISTANCE BECOMING MORE ORGANISED <box>668 197 914 209</box>
